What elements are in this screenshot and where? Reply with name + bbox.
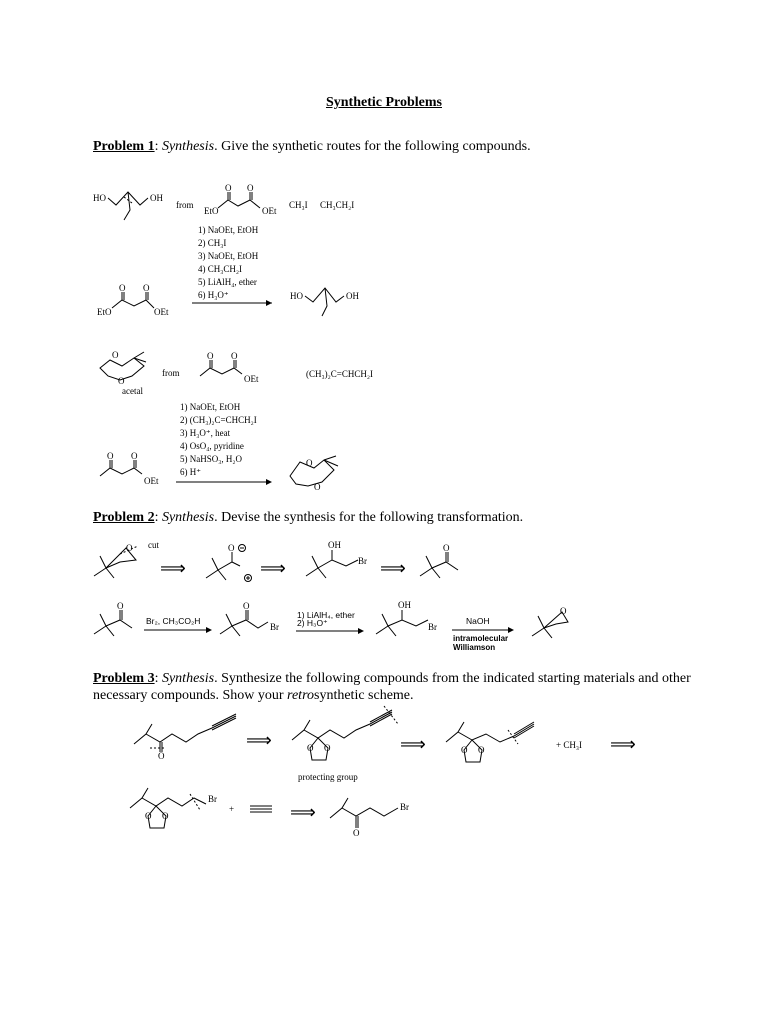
p1a-product-diol — [290, 288, 359, 316]
p3-protecting-label: protecting group — [298, 772, 358, 782]
svg-text:O: O — [119, 283, 126, 293]
svg-text:Br: Br — [358, 556, 367, 566]
p2-bromohydrin — [306, 540, 367, 578]
svg-text:O: O — [143, 283, 150, 293]
p2-forward-pinacolone — [94, 601, 132, 636]
svg-text:O: O — [162, 811, 169, 821]
p1b-target-acetal — [100, 350, 146, 396]
svg-text:OEt: OEt — [144, 476, 159, 486]
svg-text:6) H⁺: 6) H⁺ — [180, 467, 201, 477]
page-title: Synthetic Problems — [325, 95, 442, 110]
svg-text:HO: HO — [290, 291, 303, 301]
problem-2-label: Problem 2 — [93, 510, 155, 525]
p3-protected-alkyne — [446, 722, 534, 762]
svg-text:O: O — [307, 743, 314, 753]
p2-epoxide — [94, 540, 159, 578]
svg-text:O: O — [225, 183, 232, 193]
p2-reagent-naoh: NaOH — [466, 616, 490, 626]
svg-text:O: O — [118, 376, 125, 386]
p3-retro-arrow-2: ⟹ — [400, 734, 426, 755]
svg-text:5) NaHSO₃, H₂O: 5) NaHSO₃, H₂O — [180, 454, 243, 464]
svg-text:EtO: EtO — [204, 206, 219, 216]
p3-retro-arrow-1: ⟹ — [246, 730, 272, 751]
p1a-reagent-ch3ch2i: CH₃CH₂I — [320, 200, 355, 210]
problem-2-keyword: Synthesis — [161, 510, 215, 525]
svg-text:O: O — [443, 543, 450, 553]
p2-pinacolone — [420, 543, 458, 578]
svg-text:OH: OH — [346, 291, 359, 301]
p2-retro-arrow-2: ⟹ — [260, 558, 286, 579]
p3-protected-ynone — [292, 706, 398, 782]
svg-text:O: O — [461, 745, 468, 755]
svg-text:OH: OH — [398, 600, 411, 610]
problem-3-keyword: Synthesis — [161, 671, 215, 686]
problem-2-text: . Devise the synthesis for the following transformation. — [214, 510, 524, 525]
svg-text:2) CH₃I: 2) CH₃I — [198, 238, 227, 248]
svg-text:O: O — [306, 458, 313, 468]
problem-1-label: Problem 1 — [93, 139, 155, 154]
p2-reagent-br2: Br₂, CH₃CO₂H — [146, 616, 201, 626]
svg-text:O: O — [145, 811, 152, 821]
p1a-diethyl-malonate-start — [97, 283, 169, 317]
svg-text:O: O — [478, 745, 485, 755]
svg-text:5) LiAlH₄, ether: 5) LiAlH₄, ether — [198, 277, 257, 287]
svg-text:O: O — [207, 351, 214, 361]
svg-text:O: O — [117, 601, 124, 611]
svg-text:3) NaOEt, EtOH: 3) NaOEt, EtOH — [198, 251, 259, 261]
svg-text:1) NaOEt, EtOH: 1) NaOEt, EtOH — [198, 225, 259, 235]
svg-text:acetal: acetal — [122, 386, 143, 396]
p2-product-epoxide — [532, 606, 568, 638]
svg-text:O: O — [158, 751, 165, 761]
p1a-diethyl-malonate-top — [204, 183, 277, 216]
p2-reagent-lialh4: 1) LiAlH₄, ether — [297, 610, 355, 620]
svg-text:Br: Br — [270, 622, 279, 632]
svg-text:O: O — [243, 601, 250, 611]
svg-text:OEt: OEt — [244, 374, 259, 384]
p3-acetylene — [250, 806, 272, 812]
svg-text:OEt: OEt — [154, 307, 169, 317]
p3-retro-arrow-3: ⟹ — [610, 734, 636, 755]
p2-note-williamson: Williamson — [453, 643, 496, 652]
p1b-steps — [180, 402, 257, 477]
p1b-from-label: from — [162, 368, 180, 378]
svg-text:4) OsO₄, pyridine: 4) OsO₄, pyridine — [180, 441, 244, 451]
p3-bromoketone — [330, 798, 409, 838]
p1b-reagent: (CH₃)₂C=CHCH₂I — [306, 369, 373, 379]
svg-text:3) H₃O⁺, heat: 3) H₃O⁺, heat — [180, 428, 231, 438]
svg-text:6) H₃O⁺: 6) H₃O⁺ — [198, 290, 229, 300]
svg-text:1) NaOEt, EtOH: 1) NaOEt, EtOH — [180, 402, 241, 412]
problem-3-text-end: synthetic scheme. — [314, 688, 414, 703]
p2-forward-bromohydrin — [376, 600, 437, 636]
svg-text:O: O — [324, 743, 331, 753]
svg-text:O: O — [560, 606, 567, 616]
svg-text:Br: Br — [400, 802, 409, 812]
svg-text:O: O — [353, 828, 360, 838]
problem-1-text: . Give the synthetic routes for the following compounds. — [214, 139, 531, 154]
p1a-reagent-ch3i: CH₃I — [289, 200, 308, 210]
svg-text:2) (CH₃)₂C=CHCH₂I: 2) (CH₃)₂C=CHCH₂I — [180, 415, 257, 425]
p1b-acetoacetate-top — [200, 351, 259, 384]
p1a-steps — [198, 225, 259, 300]
p2-note-intramolecular: intramolecular — [453, 634, 509, 643]
problem-2-heading: Problem 2: Synthesis. Devise the synthesis for the following transformation. — [93, 510, 524, 525]
p3-bromide-acetal — [130, 788, 217, 828]
p3-retro-arrow-4: ⟹ — [290, 802, 316, 823]
svg-text:Br: Br — [208, 794, 217, 804]
svg-text:O: O — [231, 351, 238, 361]
svg-text:OH: OH — [150, 193, 163, 203]
problem-3-heading: Problem 3: Synthesis. Synthesize the following compounds from the indicated starting materials and other necessary compounds. Show your retrosynthetic scheme. — [93, 671, 691, 703]
svg-text:O: O — [228, 543, 235, 553]
svg-text:O: O — [107, 451, 114, 461]
problem-3-label: Problem 3 — [93, 671, 155, 686]
p2-bromoketone — [220, 601, 279, 636]
svg-text:O: O — [112, 350, 119, 360]
p3-reagent-ch3i: + CH₃I — [556, 740, 582, 750]
svg-text:O: O — [314, 482, 321, 492]
p2-retro-arrow-1: ⟹ — [160, 558, 186, 579]
problem-3-retro: retro — [287, 688, 314, 703]
p1b-acetoacetate-start — [100, 451, 159, 486]
p3-target-ynone — [134, 714, 236, 761]
svg-text:OH: OH — [328, 540, 341, 550]
p1a-from-label: from — [176, 200, 194, 210]
p3-plus: + — [229, 804, 235, 814]
p2-synthon — [206, 543, 252, 582]
svg-text:HO: HO — [93, 193, 106, 203]
problem-1-heading: Problem 1: Synthesis. Give the synthetic routes for the following compounds. — [93, 139, 531, 154]
svg-text:EtO: EtO — [97, 307, 112, 317]
svg-text:4) CH₃CH₂I: 4) CH₃CH₂I — [198, 264, 243, 274]
svg-text:O: O — [126, 543, 133, 553]
svg-text:O: O — [247, 183, 254, 193]
svg-text:Br: Br — [428, 622, 437, 632]
p2-retro-arrow-3: ⟹ — [380, 558, 406, 579]
p1b-product-acetal — [290, 456, 338, 492]
p1a-target-diol — [93, 192, 163, 220]
p2-reagent-h3o: 2) H₃O⁺ — [297, 618, 328, 628]
p2-cut-label: cut — [148, 540, 159, 550]
svg-text:OEt: OEt — [262, 206, 277, 216]
svg-text:O: O — [131, 451, 138, 461]
problem-1-keyword: Synthesis — [161, 139, 215, 154]
problem-3-text: . Synthesize the following compounds from the indicated starting materials and other necessary compounds. Show your — [93, 671, 691, 703]
